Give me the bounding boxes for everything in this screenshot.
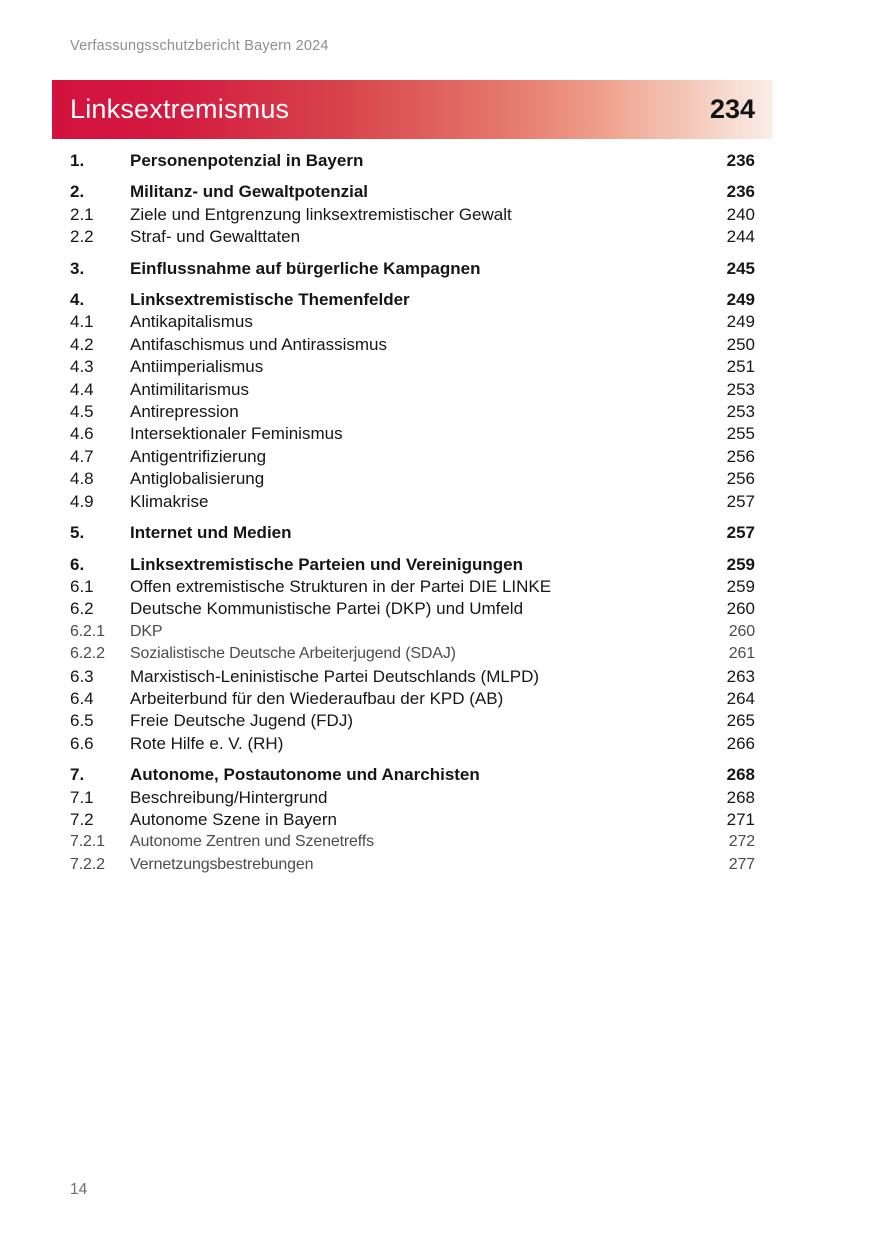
toc-entry-title: Antifaschismus und Antirassismus: [130, 334, 387, 354]
toc-entry-page: 257: [726, 491, 755, 511]
toc-row: [70, 150, 755, 172]
toc-entry-number: 4.5: [70, 402, 94, 422]
toc-entry-title: Antigentrifizierung: [130, 446, 267, 466]
toc-entry-number: 7.2.2: [70, 855, 105, 873]
toc-entry-number: 4.8: [70, 469, 94, 489]
chapter-page-number: 234: [709, 94, 755, 124]
toc-entry-title: Linksextremistische Parteien und Vereinigungen: [130, 554, 524, 574]
toc-entry-title: Einflussnahme auf bürgerliche Kampagnen: [130, 258, 481, 278]
toc-entry-number: 4.1: [70, 312, 94, 332]
toc-entry-page: 253: [726, 402, 755, 422]
running-header: Verfassungsschutzbericht Bayern 2024: [70, 38, 329, 54]
toc-entry-page: 268: [726, 787, 755, 807]
toc-row: [70, 423, 755, 445]
toc-entry-page: 260: [728, 622, 755, 640]
toc-entry-page: 236: [726, 182, 755, 202]
toc-row: [70, 809, 755, 831]
toc-entry-title: Antimilitarismus: [130, 379, 250, 399]
toc-entry-title: Autonome Szene in Bayern: [130, 809, 337, 829]
table-of-contents: [70, 150, 755, 876]
toc-row: [70, 379, 755, 401]
toc-entry-page: 277: [728, 855, 755, 873]
toc-entry-title: Personenpotenzial in Bayern: [130, 151, 364, 170]
toc-entry-title: Intersektionaler Feminismus: [130, 424, 343, 444]
toc-entry-title: Ziele und Entgrenzung linksextremistischer Gewalt: [130, 204, 512, 224]
toc-row: [70, 598, 755, 620]
toc-entry-title: Antiglobalisierung: [130, 469, 265, 489]
toc-entry-number: 4.2: [70, 334, 94, 354]
toc-entry-page: 253: [726, 379, 755, 399]
toc-row: [70, 356, 755, 378]
toc-entry-page: 256: [726, 469, 755, 489]
toc-entry-number: 6.3: [70, 666, 94, 686]
toc-row: [70, 468, 755, 490]
toc-entry-number: 7.2.1: [70, 833, 105, 851]
toc-entry-number: 6.6: [70, 733, 94, 753]
toc-row: [70, 258, 755, 280]
toc-entry-number: 5.: [70, 523, 85, 543]
toc-entry-title: Sozialistische Deutsche Arbeiterjugend (SDAJ): [130, 645, 456, 663]
toc-entry-title: Offen extremistische Strukturen in der Partei DIE LINKE: [130, 576, 552, 596]
toc-entry-page: 251: [726, 357, 755, 377]
toc-entry-number: 6.1: [70, 576, 94, 596]
toc-entry-page: 260: [726, 599, 755, 619]
toc-entry-number: 7.1: [70, 787, 94, 807]
toc-entry-title: DKP: [130, 622, 163, 640]
toc-row: [70, 401, 755, 423]
toc-entry-page: 264: [726, 688, 755, 708]
toc-entry-number: 2.: [70, 182, 85, 202]
toc-entry-page: 259: [726, 576, 755, 596]
toc-entry-title: Vernetzungsbestrebungen: [130, 855, 314, 873]
toc-entry-page: 261: [728, 645, 755, 663]
toc-row: [70, 643, 755, 665]
toc-entry-number: 6.5: [70, 711, 94, 731]
toc-row: [70, 334, 755, 356]
toc-entry-number: 7.2: [70, 809, 94, 829]
folio-page-number: 14: [70, 1181, 88, 1198]
toc-entry-number: 4.4: [70, 379, 94, 399]
toc-row: [70, 226, 755, 248]
toc-entry-number: 1.: [70, 151, 85, 170]
toc-row: [70, 621, 755, 643]
toc-entry-title: Militanz- und Gewaltpotenzial: [130, 182, 368, 202]
toc-row: [70, 733, 755, 755]
toc-entry-title: Linksextremistische Themenfelder: [130, 290, 410, 310]
toc-entry-title: Antiimperialismus: [130, 357, 264, 377]
toc-row: [70, 764, 755, 786]
toc-entry-number: 6.2.1: [70, 622, 105, 640]
toc-entry-title: Antirepression: [130, 402, 239, 422]
toc-row: [70, 311, 755, 333]
toc-entry-title: Straf- und Gewalttaten: [130, 227, 301, 247]
toc-entry-page: 256: [726, 446, 755, 466]
toc-entry-number: 4.3: [70, 357, 94, 377]
toc-entry-page: 255: [726, 424, 755, 444]
toc-entry-title: Klimakrise: [130, 491, 209, 511]
toc-entry-number: 2.1: [70, 204, 94, 224]
toc-entry-page: 259: [726, 554, 755, 574]
toc-entry-title: Autonome, Postautonome und Anarchisten: [130, 765, 480, 785]
toc-entry-number: 4.9: [70, 491, 94, 511]
toc-row: [70, 710, 755, 732]
toc-entry-page: 249: [726, 290, 755, 310]
toc-entry-title: Arbeiterbund für den Wiederaufbau der KPD (AB): [130, 688, 504, 708]
toc-entry-page: 257: [726, 523, 755, 543]
toc-row: [70, 522, 755, 544]
toc-entry-number: 3.: [70, 258, 85, 278]
toc-row: [70, 446, 755, 468]
toc-entry-title: Deutsche Kommunistische Partei (DKP) und Umfeld: [130, 599, 524, 619]
toc-entry-number: 6.4: [70, 688, 94, 708]
toc-entry-page: 244: [726, 227, 755, 247]
toc-entry-number: 6.2.2: [70, 645, 105, 663]
toc-entry-title: Marxistisch-Leninistische Partei Deutschlands (MLPD): [130, 666, 540, 686]
toc-entry-page: 263: [726, 666, 755, 686]
toc-entry-title: Beschreibung/Hintergrund: [130, 787, 328, 807]
toc-entry-number: 4.6: [70, 424, 94, 444]
toc-row: [70, 289, 755, 311]
toc-entry-page: 236: [726, 151, 755, 170]
toc-entry-number: 4.: [70, 290, 85, 310]
toc-entry-page: 266: [726, 733, 755, 753]
toc-entry-page: 268: [726, 765, 755, 785]
chapter-banner: [52, 80, 773, 139]
toc-entry-number: 7.: [70, 765, 85, 785]
toc-entry-title: Antikapitalismus: [130, 312, 253, 332]
toc-row: [70, 787, 755, 809]
toc-entry-page: 250: [726, 334, 755, 354]
toc-row: [70, 181, 755, 203]
toc-entry-title: Internet und Medien: [130, 523, 292, 543]
toc-row: [70, 666, 755, 688]
toc-row: [70, 554, 755, 576]
toc-entry-page: 265: [726, 711, 755, 731]
toc-row: [70, 491, 755, 513]
toc-row: [70, 688, 755, 710]
toc-entry-page: 249: [726, 312, 755, 332]
toc-entry-number: 6.: [70, 554, 85, 574]
toc-entry-number: 6.2: [70, 599, 94, 619]
toc-entry-title: Freie Deutsche Jugend (FDJ): [130, 711, 353, 731]
toc-row: [70, 854, 755, 876]
toc-entry-page: 245: [726, 258, 755, 278]
chapter-title: Linksextremismus: [70, 94, 290, 124]
toc-entry-page: 272: [728, 833, 755, 851]
toc-entry-title: Autonome Zentren und Szenetreffs: [130, 833, 374, 851]
toc-entry-number: 4.7: [70, 446, 94, 466]
toc-entry-page: 240: [726, 204, 755, 224]
toc-row: [70, 576, 755, 598]
toc-entry-title: Rote Hilfe e. V. (RH): [130, 733, 284, 753]
toc-row: [70, 204, 755, 226]
toc-entry-page: 271: [726, 809, 755, 829]
toc-row: [70, 831, 755, 853]
toc-entry-number: 2.2: [70, 227, 94, 247]
